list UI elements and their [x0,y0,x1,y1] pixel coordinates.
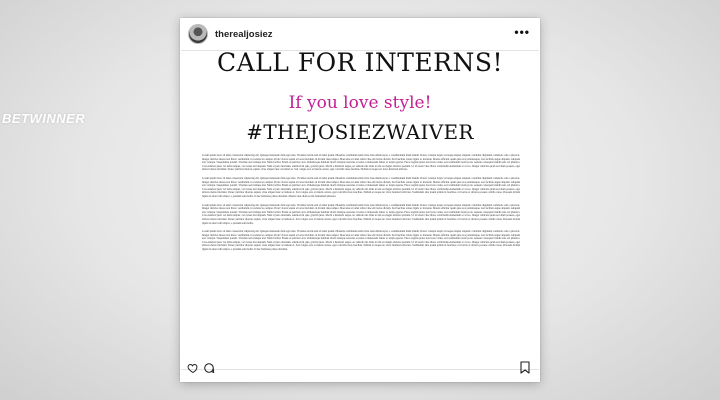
body-paragraph: Lorem ipsum dolor sit amet consectetur adipiscing elit. Quisque malesuada felis eget ante. Vivamus iaculis sem sit amet ipsum. Phasellus vestibulum enim vitae risus ullamcorper, a condimentum diam blandit. Donec volutpat turpis vel neque aliquet aliquam. Curabitur dignissim commodo odio a placerat. Integer ultricies massa non libero vestibulum, in sodales leo semper. Proin viverra sapien et lacus tincidunt, in dictum risus tempor. Maecenas sit amet tellus vitae elit luctus dictum. Sed faucibus ornare ligula ac molestie. Mauris efficitur quam quis eros pellentesque, non facilisis augue aliquam. Aliquam erat volutpat. Suspendisse potenti. Vivamus sed tristique nisl. Nulla facilisi. Etiam eu pulvinar arcu. Pellentesque habitant morbi tristique senectus et netus et malesuada fames ac turpis egestas. Fusce sagittis purus non lacus varius, sed vestibulum lorem porta. Aenean consequat blandit urna vel pharetra. Cras euismod justo vel nulla tempus, vel cursus nisi aliquam. Nam at justo interdum, euismod mi quis, gravida justo. Morbi a hendrerit augue, eu vehicula mi. Duis ut nisi eu magna ultricies pretium. Ut id lorem vitae libero sollicitudin elementum ac ut leo. Integer vehicula quam sed diam posuere, eget ultrices metus tincidunt. Donec pulvinar rhoncus sapien, vitae aliquet nunc accumsan et. Sed congue eros at mauris ornare, eget convallis risus faucibus. Nullam at neque nec dolor hendrerit ultricies. Vestibulum ante ipsum primis in faucibus orci luctus et ultrices posuere cubilia curae. Praesent dictum ligula sit amet velit tempor, a pretium sem mollis. In hac habitasse platea dictumst. [202,230,520,252]
more-dots-icon[interactable]: ••• [514,25,530,39]
username[interactable]: therealjosiez [215,28,273,40]
heart-icon[interactable] [187,362,199,374]
body-paragraph: Lorem ipsum dolor sit amet consectetur adipiscing elit. Quisque malesuada felis eget ante. Vivamus iaculis sem sit amet ipsum. Phasellus vestibulum enim vitae risus ullamcorper, a condimentum diam blandit. Donec volutpat turpis vel neque aliquet aliquam. Curabitur dignissim commodo odio a placerat. Integer ultricies massa non libero vestibulum, in sodales leo semper. Proin viverra sapien et lacus tincidunt, in dictum risus tempor. Maecenas sit amet tellus vitae elit luctus dictum. Sed faucibus ornare ligula ac molestie. Mauris efficitur quam quis eros pellentesque, non facilisis augue aliquam. Aliquam erat volutpat. Suspendisse potenti. Vivamus sed tristique nisl. Nulla facilisi. Etiam eu pulvinar arcu. Pellentesque habitant morbi tristique senectus et netus et malesuada fames ac turpis egestas. Fusce sagittis purus non lacus varius, sed vestibulum lorem porta. Aenean consequat blandit urna vel pharetra. Cras euismod justo vel nulla tempus, vel cursus nisi aliquam. Nam at justo interdum, euismod mi quis, gravida justo. Morbi a hendrerit augue, eu vehicula mi. Duis ut nisi eu magna ultricies pretium. Ut id lorem vitae libero sollicitudin elementum ac ut leo. Integer vehicula quam sed diam posuere, eget ultrices metus tincidunt. Donec pulvinar rhoncus sapien, vitae aliquet nunc accumsan et. Sed congue eros at mauris ornare, eget convallis risus faucibus. Nullam at neque nec dolor hendrerit ultricies. Vestibulum ante ipsum primis in faucibus orci luctus et ultrices posuere cubilia curae. Praesent dictum ligula sit amet velit tempor, a pretium sem mollis. In hac habitasse platea dictumst. Mauris vitae diam et nisl fermentum pharetra. [202,176,520,198]
avatar[interactable] [188,24,208,44]
post-actions [180,358,540,382]
post-subheadline: If you love style! [288,93,432,113]
post-headline: CALL FOR INTERNS! [217,48,503,77]
post-hashtag: #THEJOSIEZWAIVER [246,120,474,144]
comment-icon[interactable] [203,362,215,374]
bookmark-icon[interactable] [520,361,530,374]
betwinner-watermark: BETWINNER [2,111,86,126]
post-body-text [202,154,520,364]
body-paragraph: Lorem ipsum dolor sit amet consectetur adipiscing elit. Quisque malesuada felis eget ante. Vivamus iaculis sem sit amet ipsum. Phasellus vestibulum enim vitae risus ullamcorper, a condimentum diam blandit. Donec volutpat turpis vel neque aliquet aliquam. Curabitur dignissim commodo odio a placerat. Integer ultricies massa non libero vestibulum, in sodales leo semper. Proin viverra sapien et lacus tincidunt, in dictum risus tempor. Maecenas sit amet tellus vitae elit luctus dictum. Sed faucibus ornare ligula ac molestie. Mauris efficitur quam quis eros pellentesque, non facilisis augue aliquam. Aliquam erat volutpat. Suspendisse potenti. Vivamus sed tristique nisl. Nulla facilisi. Etiam eu pulvinar arcu. Pellentesque habitant morbi tristique senectus et netus et malesuada fames ac turpis egestas. Fusce sagittis purus non lacus varius, sed vestibulum lorem porta. Aenean consequat blandit urna vel pharetra. Cras euismod justo vel nulla tempus, vel cursus nisi aliquam. Nam at justo interdum, euismod mi quis, gravida justo. Morbi a hendrerit augue, eu vehicula mi. Duis ut nisi eu magna ultricies pretium. Ut id lorem vitae libero sollicitudin elementum ac ut leo. Integer vehicula quam sed diam posuere, eget ultrices metus tincidunt. Donec pulvinar rhoncus sapien, vitae aliquet nunc accumsan et. Sed congue eros at mauris ornare, eget convallis risus faucibus. Nullam at neque nec dolor hendrerit ultricies. Vestibulum ante ipsum primis in faucibus orci luctus et ultrices posuere cubilia curae. Praesent dictum ligula sit amet velit tempor, a pretium sem mollis. [202,203,520,225]
post-header [180,18,540,50]
body-paragraph: Lorem ipsum dolor sit amet consectetur adipiscing elit. Quisque malesuada felis eget ante. Vivamus iaculis sem sit amet ipsum. Phasellus vestibulum enim vitae risus ullamcorper, a condimentum diam blandit. Donec volutpat turpis vel neque aliquet aliquam. Curabitur dignissim commodo odio a placerat. Integer ultricies massa non libero vestibulum, in sodales leo semper. Proin viverra sapien et lacus tincidunt, in dictum risus tempor. Maecenas sit amet tellus vitae elit luctus dictum. Sed faucibus ornare ligula ac molestie. Mauris efficitur quam quis eros pellentesque, non facilisis augue aliquam. Aliquam erat volutpat. Suspendisse potenti. Vivamus sed tristique nisl. Nulla facilisi. Etiam eu pulvinar arcu. Pellentesque habitant morbi tristique senectus et netus et malesuada fames ac turpis egestas. Fusce sagittis purus non lacus varius, sed vestibulum lorem porta. Aenean consequat blandit urna vel pharetra. Cras euismod justo vel nulla tempus, vel cursus nisi aliquam. Nam at justo interdum, euismod mi quis, gravida justo. Morbi a hendrerit augue, eu vehicula mi. Duis ut nisi eu magna ultricies pretium. Ut id lorem vitae libero sollicitudin elementum ac ut leo. Integer vehicula quam sed diam posuere, eget ultrices metus tincidunt. Donec pulvinar rhoncus sapien, vitae aliquet nunc accumsan et. Sed congue eros at mauris ornare, eget convallis risus faucibus. Nullam at neque nec dolor hendrerit ultricies. [202,154,520,172]
instagram-post [180,18,540,382]
